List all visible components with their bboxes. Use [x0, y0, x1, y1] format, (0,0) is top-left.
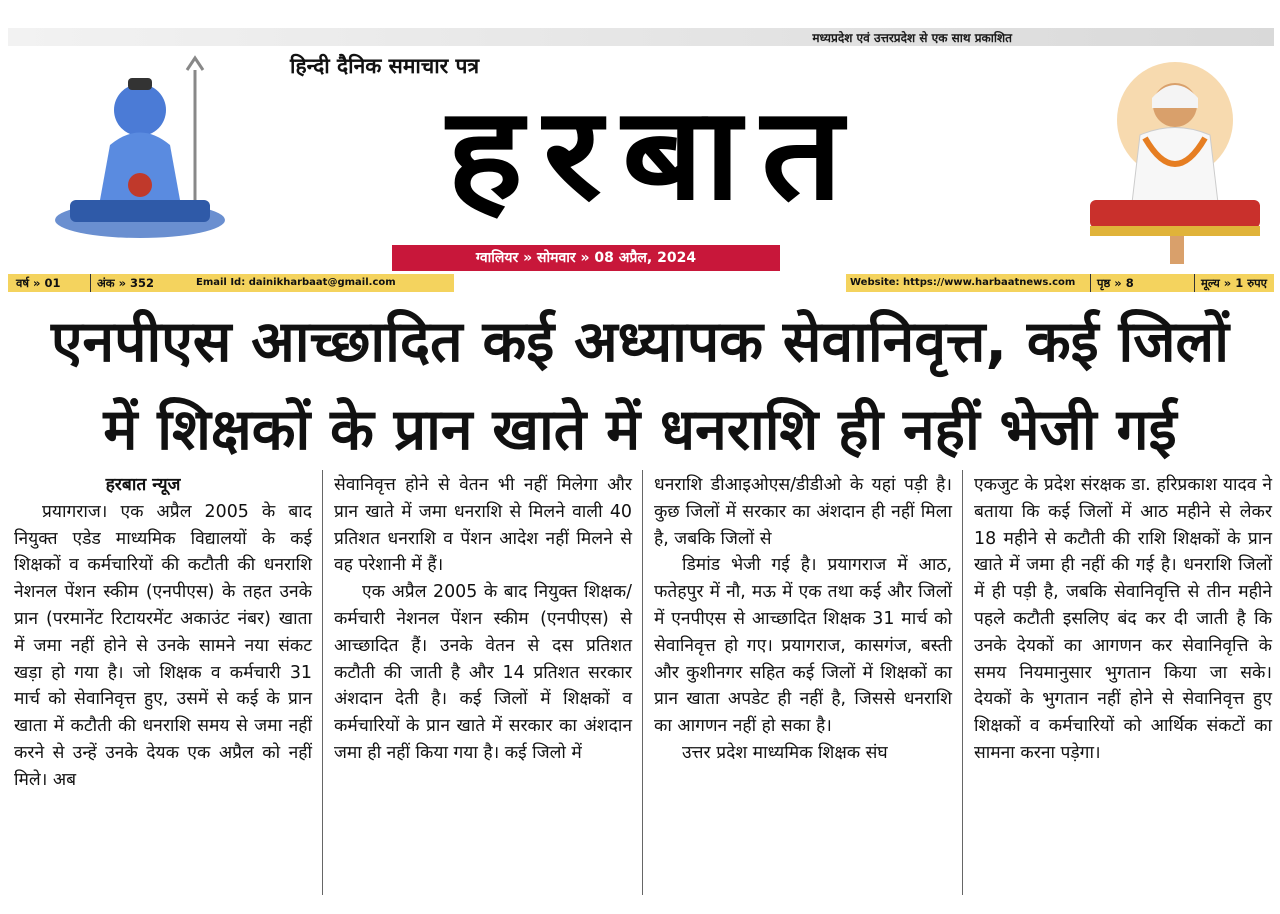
article-column-1 — [14, 472, 312, 794]
top-strip — [8, 28, 1274, 46]
paragraph: धनराशि डीआइओएस/डीडीओ के यहां पड़ी है। कुछ जिलों में सरकार का अंशदान ही नहीं मिला है, जबकि जिलों से — [654, 475, 952, 549]
headline-line-2: में शिक्षकों के प्रान खाते में धनराशि ही नहीं भेजी गई — [103, 397, 1177, 463]
tagline: हिन्दी दैनिक समाचार पत्र — [290, 54, 480, 78]
article-column-3 — [654, 472, 952, 767]
website-link[interactable]: Website: https://www.harbaatnews.com — [850, 277, 1076, 288]
article-headline — [10, 298, 1270, 474]
issue-label: अंक » 352 — [90, 274, 154, 292]
email-label: Email Id: dainikharbaat@gmail.com — [196, 277, 396, 288]
deity-illustration-left — [40, 50, 240, 250]
column-divider — [962, 470, 963, 895]
paragraph: सेवानिवृत्त होने से वेतन भी नहीं मिलेगा और प्रान खाते में जमा धनराशि से मिलने वाली 40 प्रतिशत धनराशि व पेंशन आदेश नहीं मिलने से वह परेशानी में हैं। — [334, 475, 632, 576]
pages-label: पृष्ठ » 8 — [1090, 274, 1134, 292]
byline: हरबात न्यूज — [105, 475, 181, 495]
price-label: मूल्य » 1 रुपए — [1194, 274, 1267, 292]
paragraph: एक अप्रैल 2005 के बाद नियुक्त शिक्षक/कर्मचारी नेशनल पेंशन स्कीम (एनपीएस) से आच्छादित हैं। उनके वेतन से दस प्रतिशत कटौती की जाती है और 14 प्रतिशत सरकार अंशदान देती है। कई जिलों में शिक्षकों व कर्मचारियों के प्रान खाते में सरकार का अंशदान जमा ही नहीं किया गया है। कई जिलो में — [334, 582, 632, 763]
paragraph: डिमांड भेजी गई है। प्रयागराज में आठ, फतेहपुर में नौ, मऊ में एक तथा कई और जिलों में एनपीएस से आच्छादित शिक्षक 31 मार्च को सेवानिवृत्त हो गए। प्रयागराज, कासगंज, बस्ती और कुशीनगर सहित कई जिलों में शिक्षकों का प्रान खाता अपडेट ही नहीं है, जिससे धनराशि का आगणन नहीं हो सका है। — [654, 555, 952, 737]
paragraph: उत्तर प्रदेश माध्यमिक शिक्षक संघ — [682, 742, 888, 763]
headline-line-1: एनपीएस आच्छादित कई अध्यापक सेवानिवृत्त, कई जिलों — [51, 309, 1229, 375]
dateline: ग्वालियर » सोमवार » 08 अप्रैल, 2024 — [392, 245, 780, 271]
paragraph: प्रयागराज। एक अप्रैल 2005 के बाद नियुक्त एडेड माध्यमिक विद्यालयों के कई शिक्षकों व कर्मचारियों की कटौती की धनराशि नेशनल पेंशन स्कीम (एनपीएस) के तहत उनके प्रान (परमानेंट रिटायरमेंट अकाउंट नंबर) खाता में जमा नहीं होने से उनके सामने नया संकट खड़ा हो गया है। जो शिक्षक व कर्मचारी 31 मार्च को सेवानिवृत्त हुए, उसमें से कई के प्रान खाता में कटौती की धनराशि समय से जमा नहीं करने से उन्हें उनके देयक एक अप्रैल को नहीं मिले। अब — [14, 501, 312, 790]
article-column-4 — [974, 472, 1272, 767]
article-column-2 — [334, 472, 632, 767]
paragraph: एकजुट के प्रदेश संरक्षक डा. हरिप्रकाश यादव ने बताया कि कई जिलों में आठ महीने से लेकर 18 महीने से कटौती की राशि शिक्षकों के प्रान खाते में जमा ही नहीं की गई है। धनराशि जिलों में ही पड़ी है, जबकि सेवानिवृत्ति से तीन महीने पहले कटौती इसलिए बंद कर दी जाती है कि उनके देयकों का आगणन कर सेवानिवृत्ति के समय नियमानुसार भुगतान किया जा सके। देयकों के भुगतान नहीं होने से सेवानिवृत्त हुए शिक्षकों व कर्मचारियों को आर्थिक संकटों का सामना करना पड़ेगा। — [974, 475, 1272, 763]
edition-note: मध्यप्रदेश एवं उत्तरप्रदेश से एक साथ प्रकाशित — [812, 31, 1012, 45]
year-label: वर्ष » 01 — [16, 276, 61, 290]
info-bar — [8, 274, 1274, 292]
saint-illustration-right — [1070, 50, 1280, 270]
column-divider — [642, 470, 643, 895]
masthead-title: हरबात — [446, 80, 864, 229]
column-divider — [322, 470, 323, 895]
